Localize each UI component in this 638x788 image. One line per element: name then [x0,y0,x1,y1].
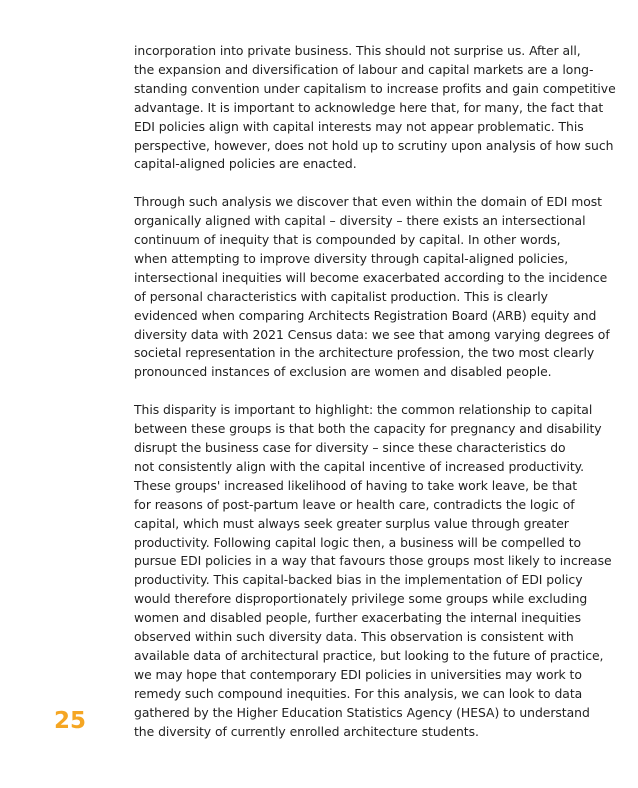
text-line: not consistently align with the capital incentive of increased productivity. [134,458,585,474]
text-line: we may hope that contemporary EDI policies in universities may work to [134,666,582,682]
paragraph [134,401,612,741]
text-line: for reasons of post-partum leave or health care, contradicts the logic of [134,496,575,512]
text-line: Through such analysis we discover that even within the domain of EDI most [134,194,602,210]
text-line: would therefore disproportionately privilege some groups while excluding [134,591,588,607]
text-line: gathered by the Higher Education Statistics Agency (HESA) to understand [134,704,590,720]
text-line: productivity. Following capital logic then, a business will be compelled to [134,534,582,550]
text-line: capital, which must always seek greater surplus value through greater [134,515,569,531]
text-line: available data of architectural practice, but looking to the future of practice, [134,647,604,663]
text-line: pronounced instances of exclusion are women and disabled people. [134,364,552,380]
paragraph [134,193,610,382]
text-line: intersectional inequities will become exacerbated according to the incidence [134,269,608,285]
text-line: remedy such compound inequities. For this analysis, we can look to data [134,685,583,701]
text-line: EDI policies align with capital interests may not appear problematic. This [134,118,584,134]
text-line: between these groups is that both the capacity for pregnancy and disability [134,421,602,437]
text-line: women and disabled people, further exacerbating the internal inequities [134,610,582,626]
page-number: 25 [54,708,87,734]
text-line: continuum of inequity that is compounded by capital. In other words, [134,232,561,248]
text-line: the diversity of currently enrolled architecture students. [134,723,479,739]
text-line: of personal characteristics with capitalist production. This is clearly [134,288,548,304]
text-line: pursue EDI policies in a way that favours those groups most likely to increase [134,553,612,569]
text-line: disrupt the business case for diversity – since these characteristics do [134,440,566,455]
text-line: organically aligned with capital – diversity – there exists an intersectional [134,213,586,229]
text-line: These groups' increased likelihood of having to take work leave, be that [134,477,578,493]
text-line: This disparity is important to highlight: the common relationship to capital [134,402,593,418]
text-line: productivity. This capital-backed bias in the implementation of EDI policy [134,572,583,588]
body-text [134,42,616,742]
text-line: the expansion and diversification of labour and capital markets are a long- [134,61,594,77]
paragraph [134,42,616,174]
text-line: standing convention under capitalism to increase profits and gain competitive [134,80,616,96]
text-line: capital-aligned policies are enacted. [134,156,357,172]
text-line: evidenced when comparing Architects Registration Board (ARB) equity and [134,307,597,323]
text-line: observed within such diversity data. This observation is consistent with [134,629,574,645]
text-line: incorporation into private business. This should not surprise us. After all, [134,43,581,58]
text-line: societal representation in the architecture profession, the two most clearly [134,345,595,361]
text-line: diversity data with 2021 Census data: we see that among varying degrees of [134,326,610,342]
text-line: perspective, however, does not hold up to scrutiny upon analysis of how such [134,137,614,153]
text-line: when attempting to improve diversity through capital-aligned policies, [134,250,569,266]
text-line: advantage. It is important to acknowledge here that, for many, the fact that [134,99,604,115]
